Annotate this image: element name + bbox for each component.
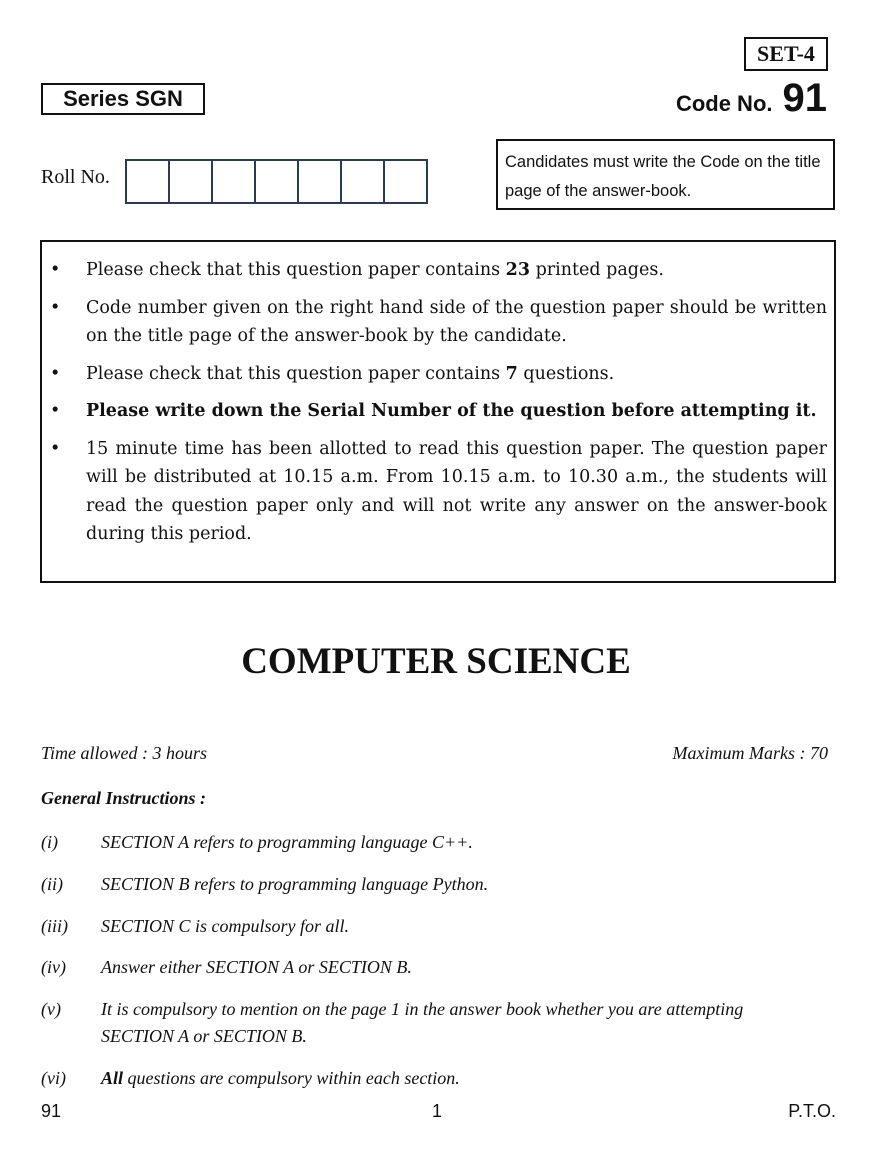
bold-text: Please write down the Serial Number of the question before attempting it.: [86, 401, 817, 421]
general-instructions-list: [41, 829, 801, 1092]
roll-number-cell[interactable]: [297, 159, 342, 204]
text-run: questions.: [517, 363, 615, 384]
bullet-icon: •: [50, 438, 61, 459]
code-value: 91: [782, 76, 827, 120]
text-run: Answer either SECTION A or SECTION B.: [101, 957, 412, 977]
maximum-marks: Maximum Marks : 70: [672, 743, 828, 763]
bullet-icon: •: [50, 363, 61, 384]
roll-number-cell[interactable]: [168, 159, 213, 204]
instructions-box: [40, 240, 836, 583]
general-instruction-text: [101, 1065, 801, 1092]
general-instruction-text: [101, 913, 801, 940]
bullet-icon: •: [50, 297, 61, 318]
general-instruction-text: [101, 954, 801, 981]
instruction-item: [50, 360, 827, 389]
instruction-text: [86, 397, 827, 426]
general-instruction-item: [41, 996, 801, 1050]
instruction-item: [50, 294, 827, 351]
text-run: printed pages.: [530, 260, 664, 280]
bold-text: 7: [505, 363, 518, 384]
general-instruction-text: [101, 996, 801, 1050]
text-run: SECTION A refers to programming language C++.: [101, 832, 473, 852]
bold-text: 23: [505, 260, 531, 280]
instruction-text: [86, 256, 827, 285]
text-run: Please check that this question paper contains: [86, 260, 506, 280]
time-allowed: Time allowed : 3 hours: [41, 743, 208, 763]
item-number: (iv): [41, 957, 66, 977]
instruction-text: [86, 435, 827, 549]
general-instruction-item: [41, 1065, 801, 1092]
bullet-icon: •: [50, 260, 61, 280]
roll-number-boxes: [125, 159, 426, 204]
general-instruction-item: [41, 913, 801, 940]
text-run: SECTION B refers to programming language Python.: [101, 874, 489, 894]
text-run: SECTION C is compulsory for all.: [101, 916, 350, 936]
instruction-text: [86, 360, 827, 389]
code-number: [676, 76, 827, 120]
general-instruction-text: [101, 871, 801, 898]
general-instruction-item: [41, 954, 801, 981]
item-number: (vi): [41, 1068, 66, 1088]
text-run: 15 minute time has been allotted to read this question paper. The question paper will be distributed at 10.15 a.m. From 10.15 a.m. to 10.30 a.m., the students will read the question paper only and will not write any answer on the answer-book during this period.: [86, 438, 827, 544]
pto-label: P.T.O.: [788, 1101, 836, 1121]
instruction-text: [86, 294, 827, 351]
roll-label: Roll No.: [41, 166, 110, 188]
roll-number-cell[interactable]: [211, 159, 256, 204]
text-run: Code number given on the right hand side of the question paper should be written on the title page of the answer-book by the candidate.: [86, 297, 827, 346]
text-run: questions are compulsory within each section.: [123, 1068, 460, 1088]
roll-number-cell[interactable]: [340, 159, 385, 204]
item-number: (v): [41, 999, 61, 1019]
roll-number-cell[interactable]: [383, 159, 428, 204]
instruction-item: [50, 256, 827, 285]
set-badge: SET-4: [744, 37, 828, 71]
instruction-item: [50, 435, 827, 549]
text-run: Please check that this question paper contains: [86, 363, 506, 384]
bold-text: All: [101, 1068, 124, 1088]
text-run: It is compulsory to mention on the page 1 in the answer book whether you are attempting SECTION A or SECTION B.: [101, 999, 744, 1046]
paper-title: COMPUTER SCIENCE: [241, 641, 631, 682]
page-number: 1: [432, 1101, 443, 1121]
general-instruction-text: [101, 829, 801, 856]
instruction-item: [50, 397, 827, 426]
general-instructions-heading: General Instructions :: [41, 788, 207, 808]
bullet-icon: •: [50, 401, 61, 421]
item-number: (ii): [41, 874, 63, 894]
footer-code: 91: [41, 1101, 62, 1121]
code-label: Code No.: [675, 91, 773, 116]
series-badge: Series SGN: [41, 83, 205, 115]
roll-number-cell[interactable]: [254, 159, 299, 204]
general-instruction-item: [41, 829, 801, 856]
general-instruction-item: [41, 871, 801, 898]
item-number: (i): [41, 832, 58, 852]
roll-number-cell[interactable]: [125, 159, 170, 204]
candidate-note: Candidates must write the Code on the title page of the answer-book.: [496, 139, 835, 210]
item-number: (iii): [41, 916, 68, 936]
